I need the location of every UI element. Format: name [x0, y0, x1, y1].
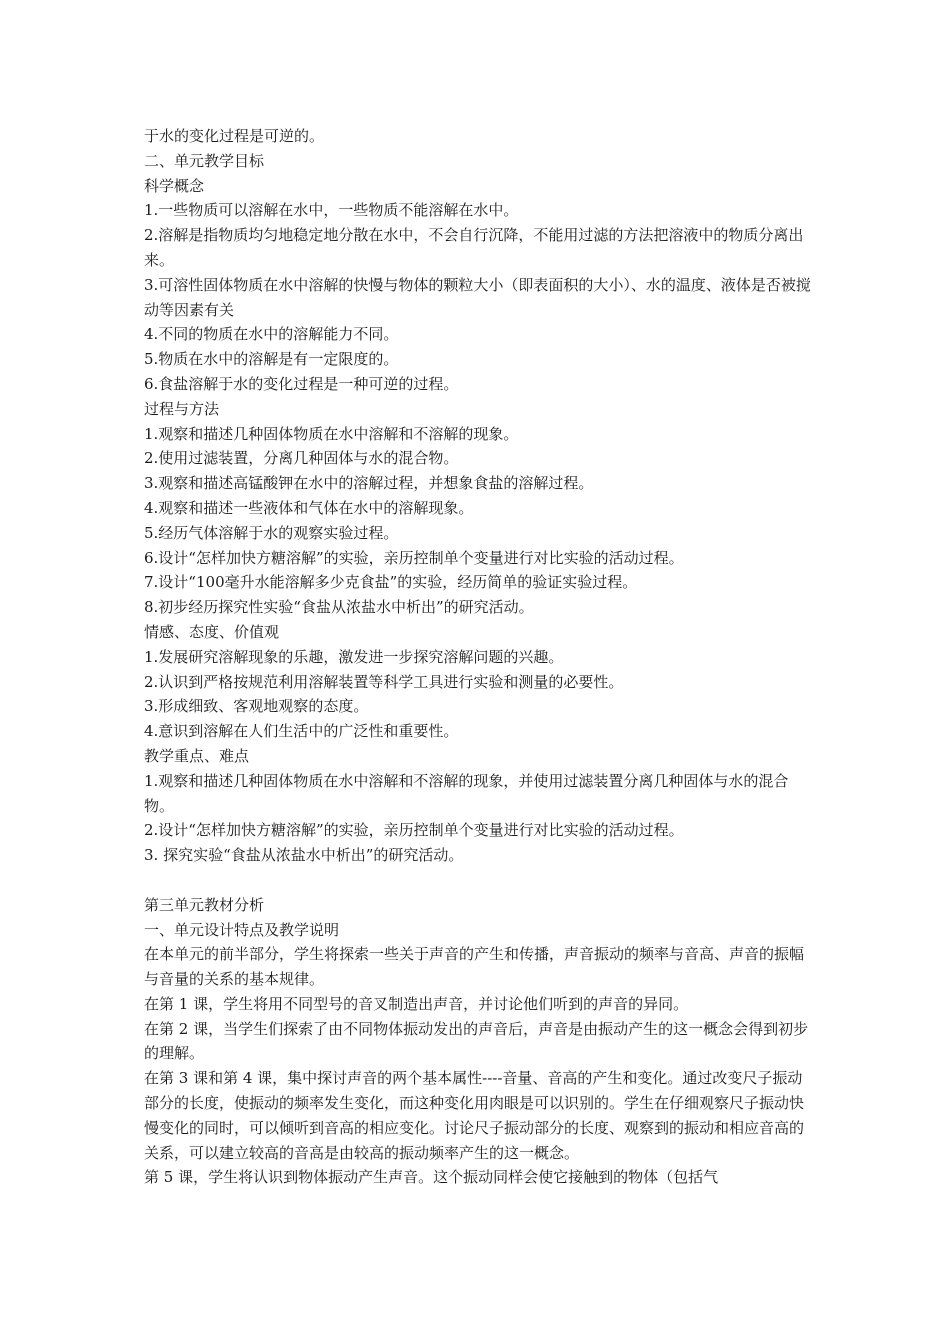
paragraph: 在第 1 课，学生将用不同型号的音叉制造出声音，并讨论他们听到的声音的异同。 [144, 994, 689, 1013]
list-item: 4.意识到溶解在人们生活中的广泛性和重要性。 [144, 722, 459, 741]
paragraph: 在本单元的前半部分，学生将探索一些关于声音的产生和传播，声音振动的频率与音高、声音的振幅与音量的关系的基本规律。 [144, 945, 805, 989]
subsection-heading: 科学概念 [144, 176, 205, 195]
unit-heading: 第三单元教材分析 [144, 895, 265, 914]
subsection-heading: 情感、态度、价值观 [144, 622, 280, 641]
paragraph: 在第 3 课和第 4 课，集中探讨声音的两个基本属性----音量、音高的产生和变化。通过改变尺子振动部分的长度，使振动的频率发生变化，而这种变化用肉眼是可以识别的。学生在仔细观察尺子振动快慢变化的同时，可以倾听到音高的相应变化。讨论尺子振动部分的长度、观察到的振动和相应音高的关系，可以建立较高的音高是由较高的振动频率产生的这一概念。 [144, 1069, 805, 1162]
list-item: 3.形成细致、客观地观察的态度。 [144, 697, 369, 716]
text-line: 于水的变化过程是可逆的。 [144, 127, 325, 145]
list-item: 5.经历气体溶解于水的观察实验过程。 [144, 523, 399, 542]
document-page [144, 124, 814, 1190]
list-item: 2.溶解是指物质均匀地稳定地分散在水中，不会自行沉降，不能用过滤的方法把溶液中的物质分离出来。 [144, 226, 804, 269]
list-item: 1.一些物质可以溶解在水中，一些物质不能溶解在水中。 [144, 201, 519, 220]
list-item: 1.观察和描述几种固体物质在水中溶解和不溶解的现象。 [144, 424, 519, 443]
blank-line [144, 868, 814, 893]
list-item: 6.食盐溶解于水的变化过程是一种可逆的过程。 [144, 374, 459, 393]
paragraph: 在第 2 课，当学生们探索了由不同物体振动发出的声音后，声音是由振动产生的这一概念会得到初步的理解。 [144, 1019, 809, 1063]
list-item: 1.发展研究溶解现象的乐趣，激发进一步探究溶解问题的兴趣。 [144, 647, 564, 666]
list-item: 3.可溶性固体物质在水中溶解的快慢与物体的颗粒大小（即表面积的大小）、水的温度、液体是否被搅动等因素有关 [144, 275, 811, 319]
list-item: 5.物质在水中的溶解是有一定限度的。 [144, 350, 399, 369]
list-item: 2.设计“怎样加快方糖溶解”的实验，亲历控制单个变量进行对比实验的活动过程。 [144, 821, 684, 840]
list-item: 4.观察和描述一些液体和气体在水中的溶解现象。 [144, 498, 474, 517]
list-item: 3.观察和描述高锰酸钾在水中的溶解过程，并想象食盐的溶解过程。 [144, 474, 594, 493]
list-item: 7.设计“100毫升水能溶解多少克食盐”的实验，经历简单的验证实验过程。 [144, 573, 638, 592]
paragraph: 第 5 课，学生将认识到物体振动产生声音。这个振动同样会使它接触到的物体（包括气 [144, 1168, 719, 1187]
section-heading: 二、单元教学目标 [144, 151, 265, 170]
list-item: 2.认识到严格按规范利用溶解装置等科学工具进行实验和测量的必要性。 [144, 672, 624, 691]
list-item: 3. 探究实验“食盐从浓盐水中析出”的研究活动。 [144, 846, 464, 865]
section-heading: 一、单元设计特点及教学说明 [144, 920, 340, 939]
list-item: 8.初步经历探究性实验“食盐从浓盐水中析出”的研究活动。 [144, 598, 534, 617]
list-item: 2.使用过滤装置，分离几种固体与水的混合物。 [144, 449, 459, 468]
subsection-heading: 教学重点、难点 [144, 746, 250, 765]
list-item: 1.观察和描述几种固体物质在水中溶解和不溶解的现象，并使用过滤装置分离几种固体与水的混合物。 [144, 771, 789, 815]
list-item: 4.不同的物质在水中的溶解能力不同。 [144, 325, 399, 344]
subsection-heading: 过程与方法 [144, 399, 220, 418]
list-item: 6.设计“怎样加快方糖溶解”的实验，亲历控制单个变量进行对比实验的活动过程。 [144, 548, 684, 567]
